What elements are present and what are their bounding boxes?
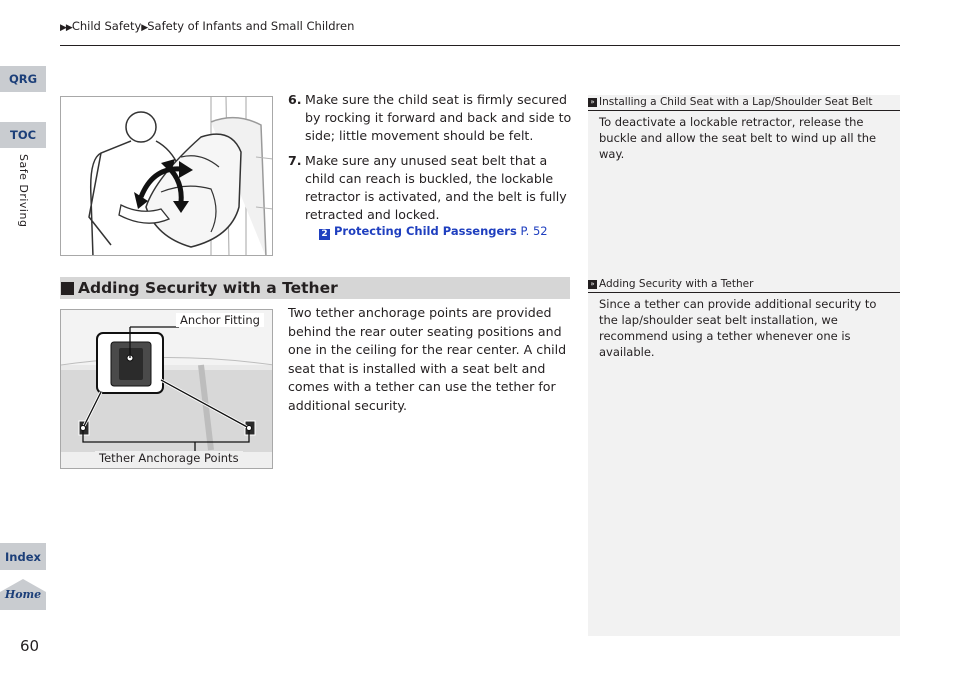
breadcrumb-item-current: Safety of Infants and Small Children (147, 19, 355, 33)
home-button[interactable] (0, 578, 46, 610)
section-heading-bar (60, 277, 570, 299)
sidebar-note-body: To deactivate a lockable retractor, release the buckle and allow the seat belt to wind up all the way. (599, 115, 877, 161)
sidebar-note-header (588, 94, 900, 111)
step-text: Make sure any unused seat belt that a child can reach is buckled, the lockable retractor is activated, and the belt is fully retracted and locked. (305, 153, 567, 222)
tether-anchorage-drawing (61, 310, 273, 469)
anchor-fitting-label: Anchor Fitting (176, 313, 264, 327)
double-chevron-icon: » (588, 280, 597, 289)
section-title: Adding Security with a Tether (78, 279, 338, 297)
cross-reference-title[interactable]: Protecting Child Passengers (334, 224, 517, 238)
toc-tab[interactable]: TOC (0, 122, 46, 148)
chapter-label: Safe Driving (17, 154, 30, 228)
step-7 (288, 152, 572, 224)
index-tab[interactable]: Index (0, 543, 46, 570)
breadcrumb (60, 19, 354, 33)
tether-anchorage-illustration (60, 309, 273, 469)
step-text: Make sure the child seat is firmly secured by rocking it forward and back and side to side; little movement should be felt. (305, 92, 572, 143)
step-6 (288, 91, 572, 145)
section-paragraph: Two tether anchorage points are provided behind the rear outer seating positions and one in the ceiling for the rear center. A child seat that is installed with a seat belt and comes with a tether can use the tether for additional security. (288, 305, 567, 413)
child-seat-installation-illustration (60, 96, 273, 256)
step-number: 7. (288, 153, 302, 168)
section-square-icon (61, 282, 74, 295)
sidebar-note-header (588, 276, 900, 293)
breadcrumb-item-child-safety[interactable]: Child Safety (71, 19, 142, 33)
home-label: Home (4, 588, 42, 601)
sidebar-note-body: Since a tether can provide additional security to the lap/shoulder seat belt installation, we recommend using a tether whenever one is available. (599, 297, 877, 359)
header-divider (60, 45, 900, 46)
qrg-tab[interactable]: QRG (0, 66, 46, 92)
link-arrow-icon: 2 (319, 229, 330, 240)
sidebar-note-tether (588, 276, 900, 360)
cross-reference-link[interactable] (319, 224, 548, 240)
breadcrumb-arrow-icon: ▶▶ (60, 23, 72, 33)
sidebar-note-title: Installing a Child Seat with a Lap/Shoulder Seat Belt (599, 96, 873, 108)
breadcrumb-separator-icon: ▶ (141, 23, 148, 33)
sidebar-note-title: Adding Security with a Tether (599, 278, 754, 290)
double-chevron-icon: » (588, 98, 597, 107)
sidebar-panel (588, 95, 900, 636)
child-seat-drawing (61, 97, 273, 256)
tether-anchorage-points-label: Tether Anchorage Points (95, 451, 243, 465)
sidebar-note-installing (588, 94, 900, 162)
step-number: 6. (288, 92, 302, 107)
cross-reference-page[interactable]: P. 52 (520, 224, 548, 238)
page-number: 60 (20, 637, 40, 655)
